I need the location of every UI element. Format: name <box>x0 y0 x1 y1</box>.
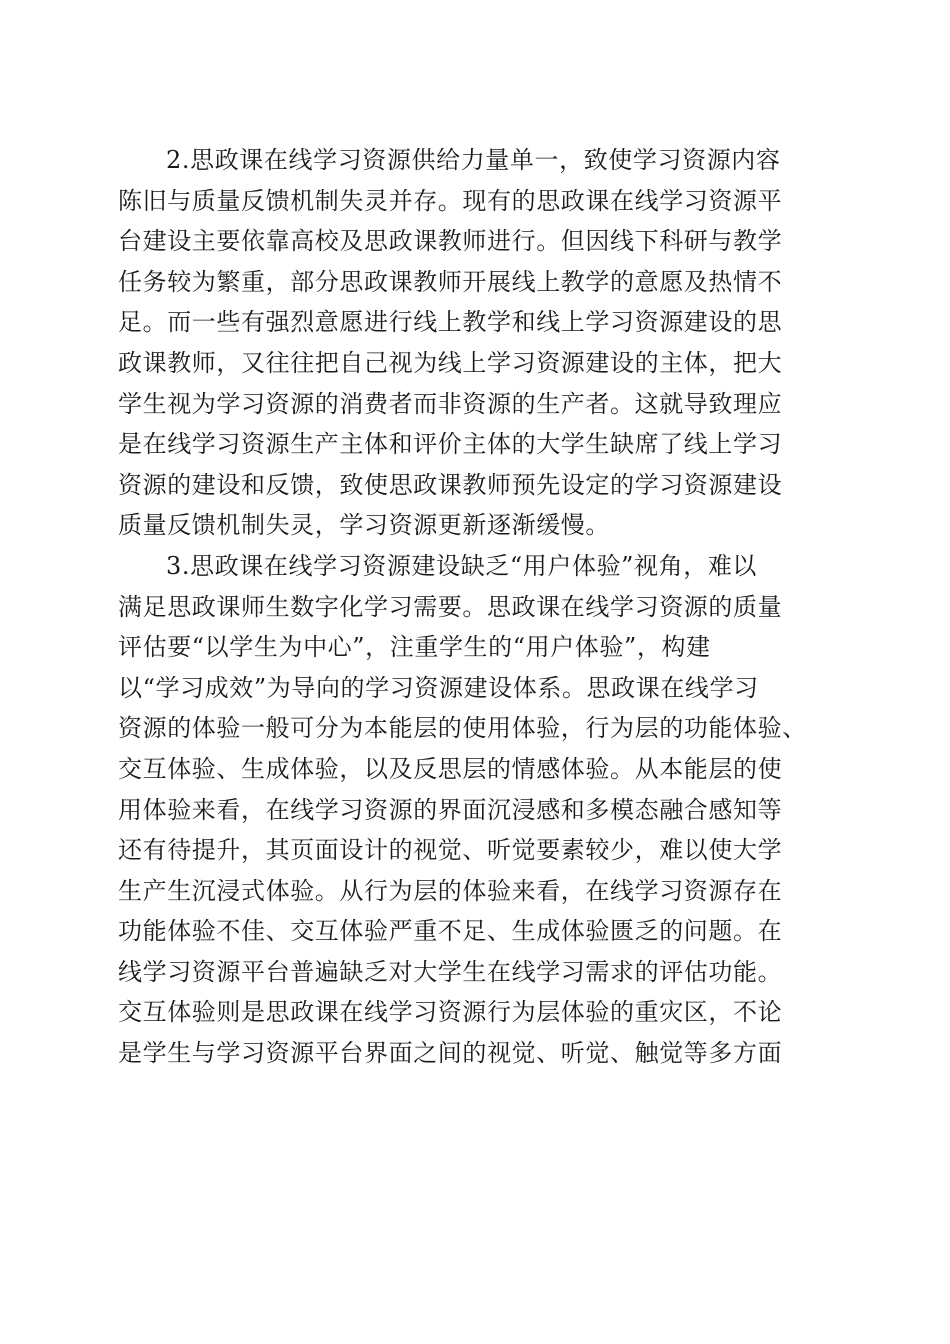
paragraph-line: 还有待提升，其页面设计的视觉、听觉要素较少，难以使大学 <box>118 836 783 865</box>
paragraph-line: 线学习资源平台普遍缺乏对大学生在线学习需求的评估功能。 <box>118 957 783 986</box>
paragraph-line: 资源的建设和反馈，致使思政课教师预先设定的学习资源建设 <box>118 470 783 499</box>
paragraph-line: 满足思政课师生数字化学习需要。思政课在线学习资源的质量 <box>118 592 783 621</box>
paragraph-line: 是学生与学习资源平台界面之间的视觉、听觉、触觉等多方面 <box>118 1039 783 1068</box>
paragraph-line: 交互体验、生成体验，以及反思层的情感体验。从本能层的使 <box>118 754 783 783</box>
document-body <box>118 140 838 1074</box>
paragraph-line: 以“学习成效”为导向的学习资源建设体系。思政课在线学习 <box>118 673 759 702</box>
paragraph-line: 学生视为学习资源的消费者而非资源的生产者。这就导致理应 <box>118 389 783 418</box>
paragraph-line: 交互体验则是思政课在线学习资源行为层体验的重灾区，不论 <box>118 998 783 1027</box>
paragraph-line: 资源的体验一般可分为本能层的使用体验，行为层的功能体验、 <box>118 714 807 743</box>
paragraph-line: 功能体验不佳、交互体验严重不足、生成体验匮乏的问题。在 <box>118 917 783 946</box>
paragraph-line: 任务较为繁重，部分思政课教师开展线上教学的意愿及热情不 <box>118 267 783 296</box>
paragraph-line: 足。而一些有强烈意愿进行线上教学和线上学习资源建设的思 <box>118 308 783 337</box>
paragraph-line: 政课教师，又往往把自己视为线上学习资源建设的主体，把大 <box>118 348 783 377</box>
paragraph-2 <box>118 140 838 546</box>
paragraph-line: 用体验来看，在线学习资源的界面沉浸感和多模态融合感知等 <box>118 795 783 824</box>
paragraph-line: 质量反馈机制失灵，学习资源更新逐渐缓慢。 <box>118 511 610 540</box>
paragraph-line: 2.思政课在线学习资源供给力量单一，致使学习资源内容 <box>166 146 781 174</box>
paragraph-line: 生产生沉浸式体验。从行为层的体验来看，在线学习资源存在 <box>118 876 783 905</box>
paragraph-line: 3.思政课在线学习资源建设缺乏“用户体验”视角，难以 <box>166 551 758 580</box>
paragraph-line: 评估要“以学生为中心”，注重学生的“用户体验”，构建 <box>118 633 711 662</box>
paragraph-line: 台建设主要依靠高校及思政课教师进行。但因线下科研与教学 <box>118 227 783 256</box>
paragraph-line: 陈旧与质量反馈机制失灵并存。现有的思政课在线学习资源平 <box>118 186 783 215</box>
paragraph-line: 是在线学习资源生产主体和评价主体的大学生缺席了线上学习 <box>118 430 783 459</box>
paragraph-3 <box>118 546 838 1074</box>
